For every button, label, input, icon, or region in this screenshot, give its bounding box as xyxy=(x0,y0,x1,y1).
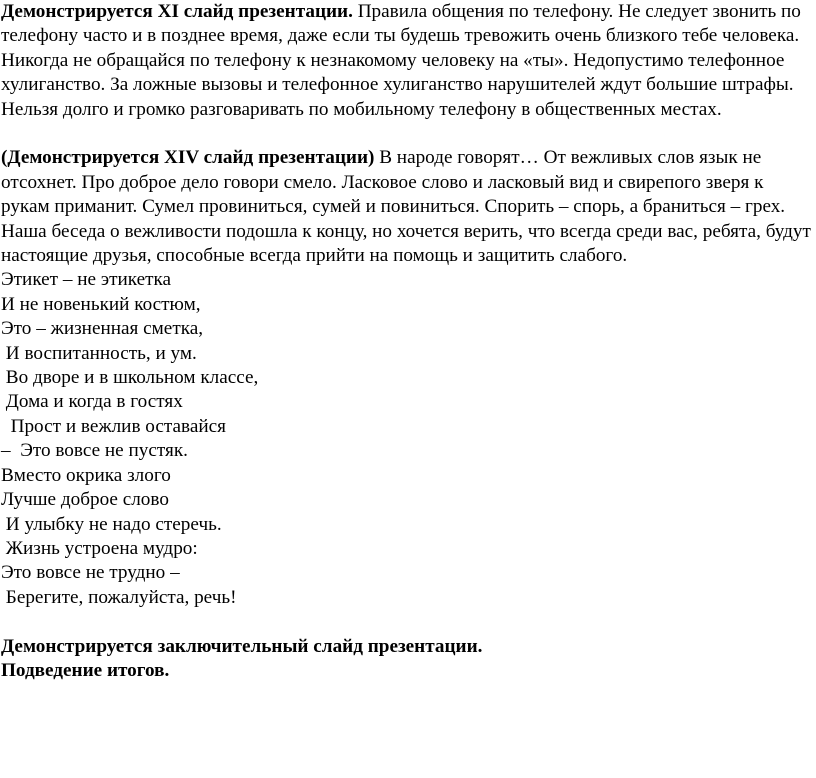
poem-line: И улыбку не надо стеречь. xyxy=(1,513,222,535)
text-span: В народе говорят… xyxy=(374,147,544,169)
poem-line: Жизнь устроена мудро: xyxy=(1,537,198,559)
poem-line: Прост и вежлив оставайся xyxy=(1,415,226,437)
poem-line: И воспитанность, и ум. xyxy=(1,342,197,364)
document-body xyxy=(1,0,813,683)
slide-xi-heading: Демонстрируется XI слайд презентации. xyxy=(1,1,353,22)
final-slide-heading: Демонстрируется заключительный слайд презентации. xyxy=(1,635,483,657)
paragraph-spacer xyxy=(1,610,813,634)
poem-line: И не новенький костюм, xyxy=(1,293,201,315)
summary-heading: Подведение итогов. xyxy=(1,659,170,681)
poem-line: Дома и когда в гостях xyxy=(1,391,183,413)
paragraph-conclusion: Наша беседа о вежливости подошла к концу, но хочется верить, что всегда среди вас, ребята, будут настоящие друзья, способные всегда прийти на помощь и защитить слабого. xyxy=(1,220,811,267)
poem-line: Этикет – не этикетка xyxy=(1,269,172,291)
text-span: От вежливых слов язык не отсохнет. xyxy=(1,147,762,193)
text-span: Спорить – спорь, а браниться – грех. xyxy=(484,196,786,218)
poem-line: Берегите, пожалуйста, речь! xyxy=(1,586,237,608)
text-span: Недопустимо телефонное хулиганство. За ложные вызовы и телефонное хулиганство нарушителей ждут большие штрафы. xyxy=(1,49,794,96)
text-span: Никогда не обращайся по телефону к незнакомому человеку на «ты». xyxy=(1,49,574,71)
poem-line: Лучше доброе слово xyxy=(1,489,169,511)
poem-line: Это – жизненная сметка, xyxy=(1,318,204,340)
paragraph-spacer xyxy=(1,122,813,146)
poem-line: Это вовсе не трудно – xyxy=(1,562,180,584)
paragraph-proverbs xyxy=(1,146,813,219)
text-span: Ласковое слово и ласковый вид и свирепого зверя к рукам приманит. xyxy=(1,171,764,218)
text-span: Не следует звонить по телефону часто и в позднее время, даже если ты будешь тревожить очень близкого тебе человека. xyxy=(1,1,801,47)
slide-xiv-heading: (Демонстрируется XIV слайд презентации) xyxy=(1,147,375,169)
text-span: Нельзя долго и громко разговаривать по мобильному телефону в общественных местах. xyxy=(1,98,722,120)
paragraph-telephone-rules xyxy=(1,0,813,122)
poem-line: Вместо окрика злого xyxy=(1,464,171,486)
poem-line: – Это вовсе не пустяк. xyxy=(1,440,188,462)
text-span: Сумел провиниться, сумей и повиниться. xyxy=(142,196,485,218)
text-span: Правила общения по телефону. xyxy=(352,1,619,22)
poem-line: Во дворе и в школьном классе, xyxy=(1,367,259,389)
text-span: Про доброе дело говори смело. xyxy=(81,171,342,193)
